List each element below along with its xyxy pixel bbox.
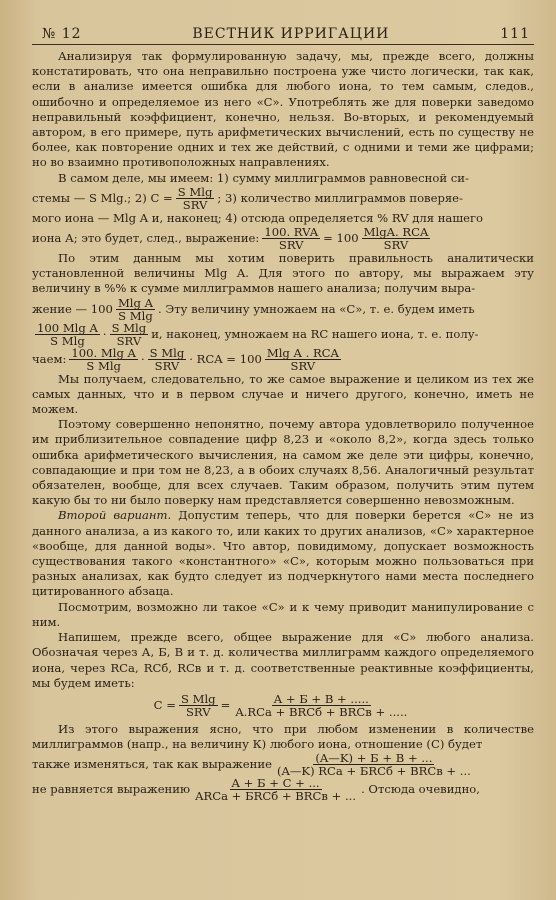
fraction-c (176, 186, 215, 211)
fraction-numerator: Mlg A (117, 295, 153, 310)
fraction-numerator: S Mlg (180, 691, 216, 706)
text-segment: ; 3) количество миллиграммов поверяе- (217, 190, 463, 205)
fraction-numerator: 100. RVA (264, 225, 319, 240)
text-segment: также изменяться, так как выражение (32, 757, 272, 772)
variant-heading: Второй вариант. (58, 508, 172, 523)
fraction-2 (110, 322, 149, 347)
issue-number: № 12 (42, 26, 82, 42)
text-segment: чаем: (32, 351, 67, 366)
fraction-denominator: ARCa + БRCб + BRCв + ... (195, 789, 357, 804)
fraction-numerator: S Mlg (149, 345, 185, 360)
fraction-denominator: SRV (278, 238, 304, 253)
fraction-denominator: SRV (154, 358, 180, 373)
paragraph-9: Из этого выражения ясно, что при любом изменении в количестве миллиграммов (напр., на величину К) любого иона, отношение (С) будет (32, 721, 534, 752)
fraction-denominator: A.RCa + BRCб + BRCв + ..... (235, 704, 408, 719)
fraction-mlga (116, 297, 155, 322)
fraction-numerator: S Mlg (177, 184, 213, 199)
page-header (32, 26, 534, 45)
paragraph-2-line-1: В самом деле, мы имеем: 1) сумму миллиграммов равновесной си- (58, 170, 469, 185)
paragraph-6 (32, 508, 534, 599)
paragraph-3: По этим данным мы хотим поверить правильность аналитически установленной величины Mlg A. Для этого по автору, мы выражаем эту величину в %% к сумме миллиграммов нашего анализа; получим выра- (32, 251, 534, 296)
page-number: 111 (500, 26, 530, 42)
formula-line-rv (32, 226, 534, 251)
text-segment: жение — 100 (32, 301, 113, 316)
formula-line-general-c (32, 693, 534, 718)
text-segment: C = (153, 697, 176, 712)
paragraph-7: Посмотрим, возможно ли такое «С» и к чему приводит манипулирование с ним. (32, 599, 534, 629)
paragraph-4: Мы получаем, следовательно, то же самое выражение и целиком из тех же самых данных, что и в первом случае и ничего другого, конечно, иметь не можем. (32, 371, 534, 417)
text-segment: стемы — S Mlg.; 2) С = (32, 190, 173, 205)
fraction-numerator: 100. Mlg A (71, 345, 136, 360)
paragraph-1: Анализируя так формулированную задачу, мы, прежде всего, должны констатировать, что она неправильно построена уже чисто логически, так как, если в анализе имеется ошибка для любого иона, то тем самым, следов., ошибочно и определяемое из него «С». Употреблять же для поверки заведомо неправильный коэффициент, конечно, нельзя. Во-вторых, и рекомендуемый автором, в его примере, путь арифметических вычислений, есть по существу не более, как повторение одних и тех же действий, с одними и теми же цифрами; но во взаимно противоположных направлениях. (32, 49, 534, 170)
fraction-5 (265, 347, 341, 372)
fraction-denominator: S Mlg (86, 358, 121, 373)
paragraph-2-line-3: мого иона — Mlg A и, наконец; 4) отсюда определяется % RV для нашего (32, 210, 484, 225)
fraction-denominator: S Mlg (118, 308, 153, 323)
formula-line-k (32, 752, 534, 777)
journal-title: ВЕСТНИК ИРРИГАЦИИ (192, 26, 390, 42)
fraction-m (193, 777, 358, 802)
fraction-numerator: Mlg A . RCA (266, 345, 339, 360)
formula-line-result: чаем: $\frac{\text{100. Mlg A}}{\text{S Mlg}}$ · $\frac{\text{S Mlg}}{\text{SRV}}$ · RCA = 100 $\frac{\text{Mlg A . RCA}}{\text{SRV}}$ (32, 345, 339, 373)
fraction-numerator: S Mlg (111, 320, 147, 335)
formula-line-c (32, 186, 534, 211)
formula-line-m (32, 777, 534, 802)
text-segment: Допустим теперь, что для поверки берется «С» не из данного анализа, а из какого то, или каких то других анализов, «С» характерное «вообще, для данной воды». Что автор, повидимому, допускает возможность существования такого «константного» «С», которым можно пользоваться при разных анализах, как будто следует из подчеркнутого нами места последнего цитированного абзаца. (32, 508, 535, 599)
fraction-denominator: SRV (383, 238, 409, 253)
fraction-c-expanded (233, 693, 409, 718)
text-segment: иона А; это будет, след., выражение: (32, 230, 260, 245)
text-segment: не равняется выражению (32, 782, 191, 797)
formula-line-product: $\frac{\text{100 Mlg A}}{\text{S Mlg}}$ · $\frac{\text{S Mlg}}{\text{SRV}}$ и, наконец, умножаем на RC нашего иона, т. е. полу- (37, 320, 479, 348)
paragraph-8: Напишем, прежде всего, общее выражение для «С» любого анализа. Обозначая через А, Б, В и т. д. количества миллиграмм каждого определяемого иона, через RCa, RCб, RCв и т. д. соответственные реактивные коэффициенты, мы будем иметь: (32, 630, 534, 690)
fraction-denominator: SRV (116, 333, 142, 348)
text-segment: . Эту величину умножаем на «С», т. е. будем иметь (158, 301, 475, 316)
fraction-denominator: SRV (182, 197, 208, 212)
fraction-numerator: A + Б + В + ..... (273, 691, 369, 706)
fraction-numerator: 100 Mlg A (37, 320, 98, 335)
fraction-numerator: (A—K) + Б + В + ... (315, 751, 433, 766)
fraction-numerator: MlgA. RCA (363, 225, 429, 240)
fraction-3 (69, 347, 138, 372)
text-segment: = 100 (323, 230, 359, 245)
article-body (32, 49, 534, 802)
text-segment: = (220, 697, 231, 712)
text-segment: и, наконец, умножаем на RC нашего иона, т. е. полу- (151, 326, 479, 341)
formula-line-mlga (32, 297, 534, 322)
fraction-numerator: A + Б + С + ... (231, 776, 320, 791)
fraction-mlga-rca (362, 226, 431, 251)
fraction-k (275, 752, 473, 777)
text-segment: . Отсюда очевидно, (361, 782, 480, 797)
fraction-denominator: SRV (185, 704, 211, 719)
fraction-c-general (179, 693, 218, 718)
paragraph-5: Поэтому совершенно непонятно, почему автора удовлетворило полученное им приблизительное совпадение цифр 8,23 и «около 8,2», когда здесь только ошибка арифметического вычисления, на самом же деле эти цифры, конечно, совпадающие и при том не 8,23, а в обоих случаях 8,56. Аналогичный результат обязателен, вообще, для всех случаев. Таким образом, получить этим путем какую бы то ни было поверку нам представляется совершенно невозможным. (32, 417, 534, 508)
fraction-rva (262, 226, 320, 251)
fraction-4 (148, 347, 187, 372)
fraction-denominator: (A—K) RCa + БRCб + BRCв + ... (276, 764, 471, 779)
fraction-1 (35, 322, 100, 347)
fraction-denominator: S Mlg (50, 333, 85, 348)
fraction-denominator: SRV (290, 358, 316, 373)
text-segment: · RCA = 100 (189, 351, 262, 366)
